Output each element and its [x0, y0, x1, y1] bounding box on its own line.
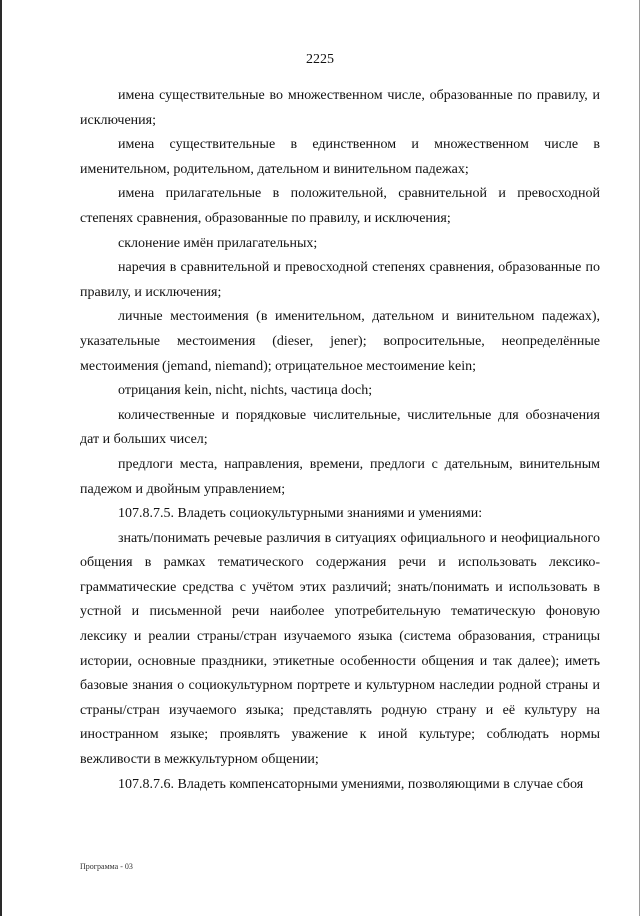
footer-label: Программа - 03: [80, 862, 133, 871]
section-heading-107-8-7-5: 107.8.7.5. Владеть социокультурными знаниями и умениями:: [118, 506, 483, 522]
paragraph: знать/понимать речевые различия в ситуациях официального и неофициального общения в рамках тематического содержания речи и использовать лексико-грамматические средства с учётом этих различий; знать/понимать и использовать в устной и письменной речи наиболее употребительную тематическую фоновую лексику и реалии страны/стран изучаемого языка (система образования, страницы истории, основные праздники, этикетные особенности общения и так далее); иметь базовые знания о социокультурном портрете и культурном наследии родной страны и страны/стран изучаемого языка; представлять родную страну и её культуру на иностранном языке; проявлять уважение к иной культуре; соблюдать нормы вежливости в межкультурном общении;: [80, 530, 600, 768]
document-body: [80, 84, 600, 797]
paragraph: личные местоимения (в именительном, дательном и винительном падежах), указательные местоимения (dieser, jener); вопросительные, неопределённые местоимения (jemand, niemand); отрицательное местоимение kein;: [80, 309, 600, 374]
page-number: 2225: [306, 52, 334, 67]
section-heading-107-8-7-6: 107.8.7.6. Владеть компенсаторными умениями, позволяющими в случае сбоя: [118, 776, 584, 792]
paragraph: предлоги места, направления, времени, предлоги с дательным, винительным падежом и двойным управлением;: [80, 456, 600, 497]
paragraph: имена существительные в единственном и множественном числе в именительном, родительном, дательном и винительном падежах;: [80, 137, 600, 177]
paragraph: склонение имён прилагательных;: [118, 235, 318, 251]
paragraph: имена существительные во множественном числе, образованные по правилу, и исключения;: [80, 88, 600, 128]
paragraph: наречия в сравнительной и превосходной степенях сравнения, образованные по правилу, и исключения;: [80, 260, 600, 300]
paragraph: имена прилагательные в положительной, сравнительной и превосходной степенях сравнения, образованные по правилу, и исключения;: [80, 186, 600, 226]
paragraph: отрицания kein, nicht, nichts, частица doch;: [118, 383, 373, 399]
paragraph: количественные и порядковые числительные, числительные для обозначения дат и больших чисел;: [80, 407, 600, 448]
